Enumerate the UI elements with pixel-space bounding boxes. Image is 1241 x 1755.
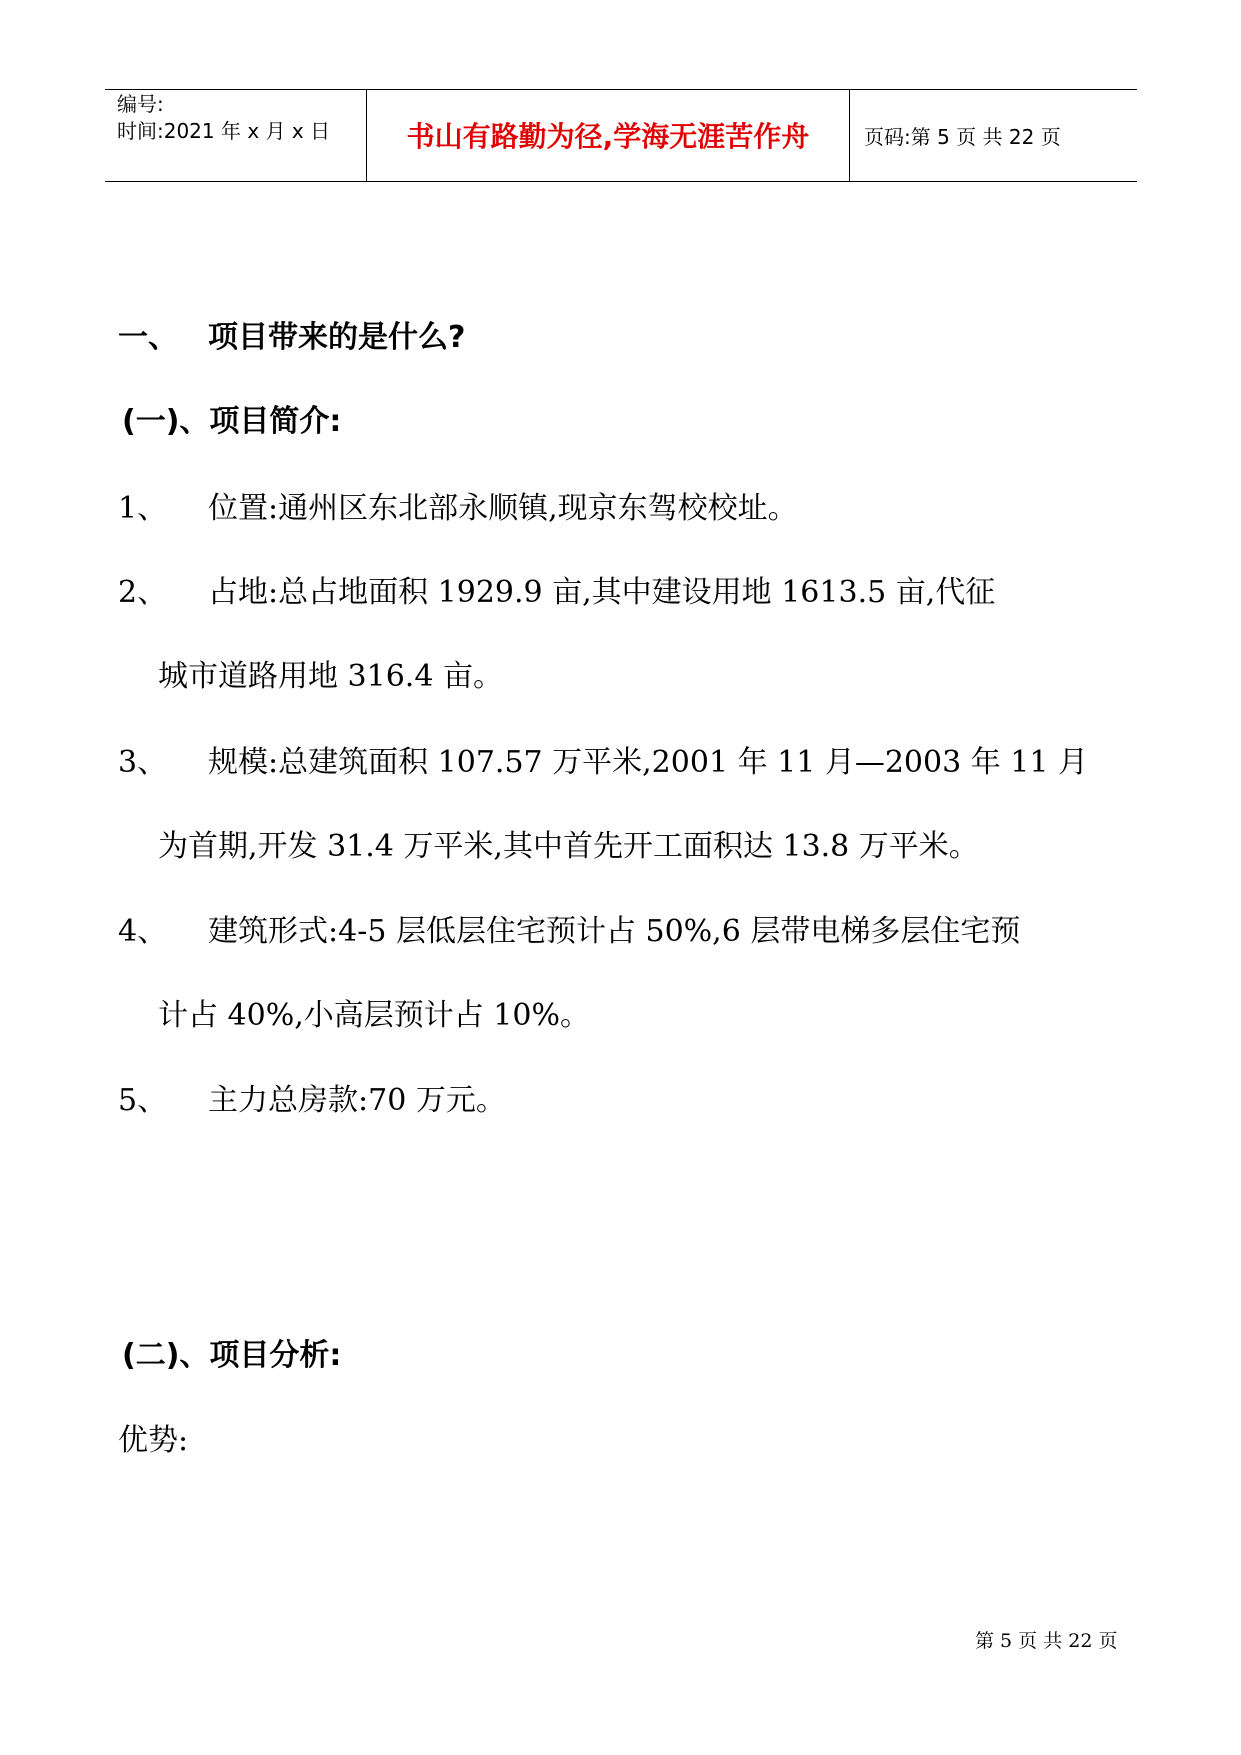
list-item-number: 2、 xyxy=(118,575,168,610)
list-item xyxy=(118,912,1020,952)
list-item xyxy=(118,1081,506,1121)
list-item xyxy=(118,489,798,529)
document-time-label: 时间:2021 年 x 月 x 日 xyxy=(117,119,331,143)
advantages-label: 优势: xyxy=(118,1423,189,1458)
section-number: 一、 xyxy=(118,320,178,355)
list-item-continuation: 计占 40%,小高层预计占 10%。 xyxy=(158,998,590,1033)
subsection-title-intro: (一)、项目简介: xyxy=(122,404,342,439)
page-header xyxy=(105,89,1137,182)
list-item-continuation: 为首期,开发 31.4 万平米,其中首先开工面积达 13.8 万平米。 xyxy=(158,829,979,864)
list-item-text: 位置:通州区东北部永顺镇,现京东驾校校址。 xyxy=(208,491,798,526)
list-item-number: 4、 xyxy=(118,914,168,949)
list-item xyxy=(118,573,995,613)
page-footer-number: 第 5 页 共 22 页 xyxy=(975,1630,1118,1652)
list-item-text: 建筑形式:4-5 层低层住宅预计占 50%,6 层带电梯多层住宅预 xyxy=(208,914,1021,949)
list-item xyxy=(118,743,1088,783)
list-item-continuation: 城市道路用地 316.4 亩。 xyxy=(158,659,503,694)
header-motto: 书山有路勤为径,学海无涯苦作舟 xyxy=(406,120,810,153)
header-left-cell xyxy=(105,90,367,181)
document-code-label: 编号: xyxy=(117,92,164,116)
header-page-number: 页码:第 5 页 共 22 页 xyxy=(864,125,1061,149)
subsection-title-analysis: (二)、项目分析: xyxy=(122,1338,342,1373)
header-motto-cell xyxy=(367,90,850,181)
list-item-text: 规模:总建筑面积 107.57 万平米,2001 年 11 月—2003 年 11 月 xyxy=(208,745,1088,780)
list-item-number: 3、 xyxy=(118,745,168,780)
list-item-number: 1、 xyxy=(118,491,168,526)
list-item-text: 主力总房款:70 万元。 xyxy=(208,1083,506,1118)
section-heading xyxy=(118,318,465,358)
list-item-text: 占地:总占地面积 1929.9 亩,其中建设用地 1613.5 亩,代征 xyxy=(208,575,996,610)
header-page-cell xyxy=(850,90,1137,181)
list-item-number: 5、 xyxy=(118,1083,168,1118)
section-title: 项目带来的是什么? xyxy=(208,320,466,355)
